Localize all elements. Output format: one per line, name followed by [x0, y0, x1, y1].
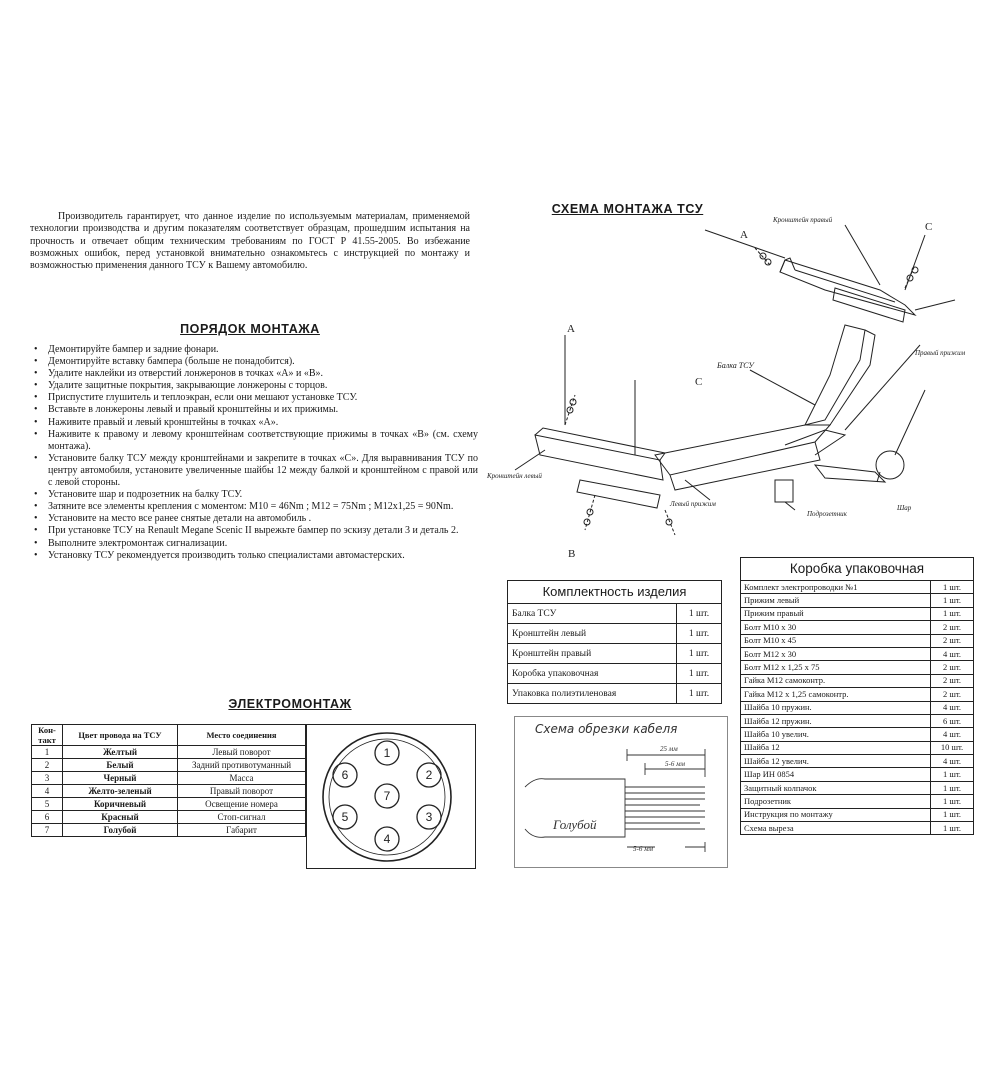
cable-dim-total: 25 мм [660, 745, 678, 753]
box-row [741, 714, 973, 727]
contact-number: 3 [32, 772, 63, 785]
box-row [741, 768, 973, 781]
label-bracket-left: Кронштейн левый [487, 472, 542, 480]
connector-pin-number: 4 [383, 832, 391, 846]
box-item-name: Шайба 10 пружин. [741, 701, 931, 714]
connection-place: Габарит [178, 824, 306, 837]
kit-row [508, 644, 721, 664]
step-item: • Затяните все элементы крепления с моментом: М10 = 46Nm ; М12 = 75Nm ; М12х1,25 = 90Nm. [30, 501, 478, 513]
box-item-qty: 4 шт. [931, 647, 974, 660]
connection-place: Правый поворот [178, 785, 306, 798]
connector-diagram [306, 724, 476, 869]
kit-item-name: Упаковка полиэтиленовая [508, 684, 677, 704]
wire-color: Коричневый [63, 798, 178, 811]
step-item: • Установите балку ТСУ между кронштейнами и закрепите в точках «С». Для выравнивания ТСУ по центру автомобиля, установите увеличенные шайбы 12 между балкой и кронштейном с правой или с левой стороны. [30, 453, 478, 489]
wire-color: Черный [63, 772, 178, 785]
electrical-row [32, 798, 306, 811]
box-item-name: Гайка М12 х 1,25 самоконтр. [741, 688, 931, 701]
contact-number: 2 [32, 759, 63, 772]
box-item-name: Шар ИН 0854 [741, 768, 931, 781]
box-item-name: Шайба 12 увелич. [741, 755, 931, 768]
packing-box-rows [741, 581, 973, 834]
label-clamp-right: Правый прижим [915, 349, 966, 357]
wire-color: Желто-зеленый [63, 785, 178, 798]
connector-pin-number: 3 [425, 810, 433, 824]
electrical-table-header [32, 725, 306, 746]
cable-cut-diagram [514, 716, 728, 868]
scheme-heading: СХЕМА МОНТАЖА ТСУ [551, 202, 704, 216]
box-row [741, 701, 973, 714]
order-heading: ПОРЯДОК МОНТАЖА [180, 322, 320, 336]
box-item-name: Шайба 10 увелич. [741, 728, 931, 741]
box-item-qty: 1 шт. [931, 822, 974, 835]
step-item: • Вставьте в лонжероны левый и правый кронштейны и их прижимы. [30, 404, 478, 416]
label-clamp-left: Левый прижим [670, 500, 716, 508]
label-ball: Шар [897, 504, 912, 512]
label-c-right: C [925, 221, 933, 233]
box-row [741, 741, 973, 754]
box-item-name: Прижим левый [741, 594, 931, 607]
header-wire-color: Цвет провода на ТСУ [63, 725, 178, 746]
box-item-qty: 2 шт. [931, 661, 974, 674]
kit-item-name: Кронштейн правый [508, 644, 677, 664]
wire-color: Желтый [63, 746, 178, 759]
box-item-name: Шайба 12 пружин. [741, 714, 931, 727]
box-item-qty: 6 шт. [931, 714, 974, 727]
box-item-qty: 1 шт. [931, 594, 974, 607]
connector-pin-number: 7 [383, 789, 391, 803]
box-row [741, 822, 973, 835]
box-row [741, 607, 973, 620]
step-item: • Установите на место все ранее снятые детали на автомобиль . [30, 513, 478, 525]
cable-dim-bottom: 5-6 мм [633, 845, 654, 853]
step-item: • Наживите правый и левый кронштейны в точках «А». [30, 417, 478, 429]
electrical-row [32, 785, 306, 798]
kit-row [508, 604, 721, 624]
connector-pin-number: 1 [383, 746, 391, 760]
cable-dim-strip: 5-6 мм [665, 760, 686, 768]
box-item-qty: 2 шт. [931, 688, 974, 701]
kit-item-qty: 1 шт. [677, 624, 722, 644]
kit-item-qty: 1 шт. [677, 664, 722, 684]
step-item: • Удалите наклейки из отверстий лонжеронов в точках «А» и «В». [30, 368, 478, 380]
box-item-name: Инструкция по монтажу [741, 808, 931, 821]
step-item: • Наживите к правому и левому кронштейнам соответствующие прижимы в точках «В» (см. схему монтажа). [30, 429, 478, 453]
box-item-qty: 4 шт. [931, 701, 974, 714]
kit-item-qty: 1 шт. [677, 684, 722, 704]
box-item-qty: 1 шт. [931, 768, 974, 781]
label-a-left: A [567, 323, 575, 335]
packing-box-title: Коробка упаковочная [741, 558, 973, 581]
box-row [741, 728, 973, 741]
box-item-qty: 2 шт. [931, 634, 974, 647]
step-item: • При установке ТСУ на Renault Megane Scenic II вырежьте бампер по эскизу детали 3 и деталь 2. [30, 525, 478, 537]
kit-contents-table [507, 580, 722, 704]
contact-number: 7 [32, 824, 63, 837]
label-socket-holder: Подрозетник [807, 510, 847, 518]
box-row [741, 674, 973, 687]
box-row [741, 634, 973, 647]
step-item: • Установите шар и подрозетник на балку ТСУ. [30, 489, 478, 501]
box-row [741, 661, 973, 674]
step-item: • Демонтируйте бампер и задние фонари. [30, 344, 478, 356]
label-b-left: B [568, 548, 576, 560]
electrical-table [31, 724, 306, 837]
box-row [741, 621, 973, 634]
kit-item-name: Кронштейн левый [508, 624, 677, 644]
box-item-qty: 1 шт. [931, 808, 974, 821]
box-item-qty: 4 шт. [931, 728, 974, 741]
box-row [741, 688, 973, 701]
contact-number: 5 [32, 798, 63, 811]
kit-contents-title: Комплектность изделия [508, 581, 721, 604]
kit-row [508, 664, 721, 684]
mounting-diagram [485, 210, 985, 570]
electrical-row [32, 772, 306, 785]
box-item-qty: 2 шт. [931, 674, 974, 687]
step-item: • Установку ТСУ рекомендуется производить только специалистами автомастерских. [30, 550, 478, 562]
box-row [741, 781, 973, 794]
kit-row [508, 624, 721, 644]
box-item-qty: 1 шт. [931, 781, 974, 794]
box-item-qty: 1 шт. [931, 581, 974, 594]
box-item-qty: 1 шт. [931, 795, 974, 808]
step-item: • Демонтируйте вставку бампера (больше не понадобится). [30, 356, 478, 368]
connector-pin-number: 6 [341, 768, 349, 782]
kit-row [508, 684, 721, 704]
electrical-row [32, 746, 306, 759]
kit-item-name: Балка ТСУ [512, 608, 557, 619]
box-item-name: Болт М10 х 30 [741, 621, 931, 634]
box-row [741, 581, 973, 594]
electrical-row [32, 811, 306, 824]
label-c-left: C [695, 376, 703, 388]
box-item-qty: 4 шт. [931, 755, 974, 768]
kit-contents-rows [508, 604, 721, 703]
connector-pin-number: 2 [425, 768, 433, 782]
box-item-qty: 2 шт. [931, 621, 974, 634]
box-item-name: Гайка М12 самоконтр. [741, 674, 931, 687]
kit-item-qty: 1 шт. [677, 604, 722, 624]
steps-list [30, 344, 478, 562]
connection-place: Левый поворот [178, 746, 306, 759]
box-row [741, 795, 973, 808]
box-row [741, 594, 973, 607]
box-item-name: Болт М12 х 30 [741, 647, 931, 660]
box-row [741, 647, 973, 660]
box-item-name: Комплект электропроводки №1 [744, 581, 858, 592]
label-beam: Балка ТСУ [717, 361, 754, 370]
wire-color: Голубой [63, 824, 178, 837]
contact-number: 1 [32, 746, 63, 759]
contact-number: 6 [32, 811, 63, 824]
contact-number: 4 [32, 785, 63, 798]
wire-color: Красный [63, 811, 178, 824]
wire-color: Белый [63, 759, 178, 772]
box-item-qty: 10 шт. [931, 741, 974, 754]
box-item-name: Схема выреза [741, 822, 931, 835]
electrical-row [32, 824, 306, 837]
cable-cut-title: Схема обрезки кабеля [535, 722, 678, 736]
cable-color-label: Голубой [553, 817, 597, 832]
kit-item-name: Коробка упаковочная [508, 664, 677, 684]
box-row [741, 755, 973, 768]
box-item-name: Подрозетник [741, 795, 931, 808]
step-item: • Приспустите глушитель и теплоэкран, если они мешают установке ТСУ. [30, 392, 478, 404]
connection-place: Задний противотуманный [178, 759, 306, 772]
box-item-name: Болт М10 х 45 [741, 634, 931, 647]
box-item-name: Шайба 12 [741, 741, 931, 754]
connection-place: Освещение номера [178, 798, 306, 811]
connection-place: Стоп-сигнал [178, 811, 306, 824]
kit-item-qty: 1 шт. [677, 644, 722, 664]
box-item-qty: 1 шт. [931, 607, 974, 620]
box-row [741, 808, 973, 821]
box-item-name: Болт М12 х 1,25 х 75 [741, 661, 931, 674]
step-item: • Удалите защитные покрытия, закрывающие лонжероны с торцов. [30, 380, 478, 392]
connector-pin-number: 5 [341, 810, 349, 824]
packing-box-table [740, 557, 974, 835]
label-bracket-right: Кронштейн правый [773, 216, 833, 224]
label-a-right: A [740, 229, 748, 241]
header-connection: Место соединения [178, 725, 306, 746]
header-contact: Кон-такт [32, 725, 63, 746]
box-item-name: Защитный колпачок [741, 781, 931, 794]
step-item: • Выполните электромонтаж сигнализации. [30, 538, 478, 550]
electrical-row [32, 759, 306, 772]
box-item-name: Прижим правый [741, 607, 931, 620]
electrical-heading: ЭЛЕКТРОМОНТАЖ [228, 697, 352, 711]
connection-place: Масса [178, 772, 306, 785]
intro-paragraph: Производитель гарантирует, что данное изделие по используемым материалам, применяемой технологии производства и другим показателям соответствует образцам, прошедшим испытания на прочность и отвечает общим техническим требованиям по ГОСТ Р 41.55-2005. Во избежание возможных ошибок, перед установкой внимательно ознакомьтесь с инструкцией по монтажу и возможностью применения данного ТСУ к Вашему автомобилю. [30, 211, 470, 272]
